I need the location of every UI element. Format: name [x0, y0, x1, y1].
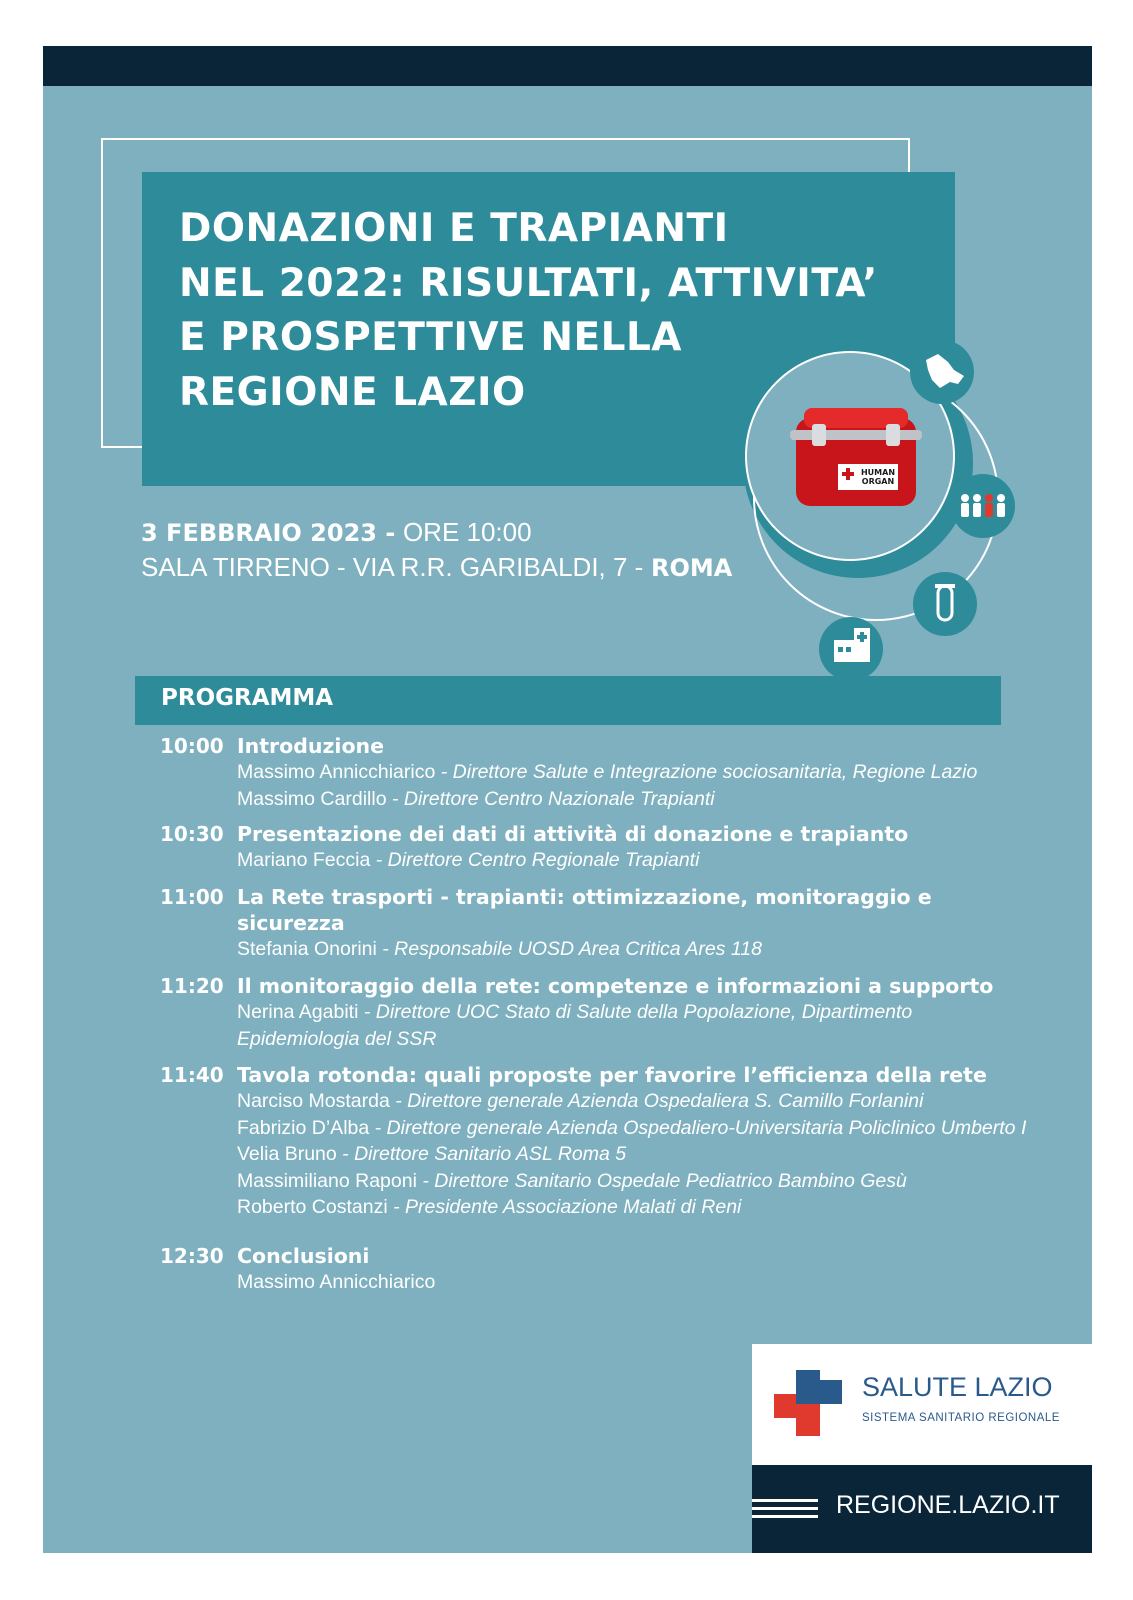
health-cross-icon	[774, 1370, 844, 1436]
regione-lazio-link[interactable]	[752, 1465, 1092, 1553]
event-date: 3 FEBBRAIO 2023 -	[141, 519, 396, 547]
speaker-name: Narciso Mostarda	[237, 1090, 390, 1112]
title-line: DONAZIONI E TRAPIANTI	[179, 206, 729, 251]
speaker-name: Massimo Annicchiarico	[237, 761, 436, 783]
lazio-map-icon	[910, 340, 974, 404]
event-city: ROMA	[650, 554, 733, 582]
organ-case-icon	[790, 408, 922, 506]
agenda-time: 10:30	[160, 822, 224, 846]
event-info	[141, 515, 732, 585]
agenda-speaker	[237, 1194, 1037, 1221]
speaker-role: - Direttore generale Azienda Ospedaliera S. Camillo Forlanini	[389, 1090, 924, 1112]
agenda-speaker	[237, 759, 1037, 786]
stripes-icon	[752, 1499, 818, 1519]
program-heading-bar	[135, 676, 1001, 725]
title-line: NEL 2022: RISULTATI, ATTIVITA’	[179, 260, 878, 306]
event-venue: SALA TIRRENO - VIA R.R. GARIBALDI, 7 -	[141, 552, 644, 582]
title-line: E PROSPETTIVE NELLA	[179, 315, 682, 360]
people-icon	[951, 474, 1015, 538]
speaker-role: - Direttore Salute e Integrazione sociosanitaria, Regione Lazio	[435, 761, 978, 783]
agenda-speaker	[237, 1168, 1037, 1195]
agenda-topic: Introduzione	[237, 734, 385, 758]
speaker-role: - Direttore UOC Stato di Salute della Popolazione, Dipartimento	[358, 1001, 913, 1023]
agenda-topic: Tavola rotonda: quali proposte per favorire l’efficienza della rete	[237, 1063, 987, 1087]
logo-subtitle: SISTEMA SANITARIO REGIONALE	[862, 1412, 1060, 1424]
website-url[interactable]: REGIONE.LAZIO.IT	[836, 1491, 1060, 1519]
title-line: REGIONE LAZIO	[179, 369, 526, 415]
agenda-topic: Conclusioni	[237, 1244, 370, 1268]
speaker-role: - Presidente Associazione Malati di Reni	[387, 1196, 742, 1218]
program-heading: PROGRAMMA	[161, 685, 334, 711]
event-time: ORE 10:00	[402, 517, 532, 547]
agenda-topic: Il monitoraggio della rete: competenze e informazioni a supporto	[237, 974, 994, 998]
poster	[43, 46, 1092, 1553]
speaker-role: - Responsabile UOSD Area Critica Ares 118	[376, 938, 762, 960]
agenda-speaker	[237, 1141, 1037, 1168]
event-location	[141, 550, 732, 585]
agenda-topic: La Rete trasporti - trapianti: ottimizzazione, monitoraggio e sicurezza	[237, 885, 932, 935]
agenda-time: 11:00	[160, 885, 224, 909]
speaker-role: - Direttore Centro Nazionale Trapianti	[386, 787, 715, 810]
speaker-role: Epidemiologia del SSR	[237, 1027, 437, 1050]
speaker-name: Stefania Onorini	[237, 938, 377, 960]
agenda-speaker	[237, 1088, 1037, 1115]
speaker-role: - Direttore Centro Regionale Trapianti	[370, 849, 700, 871]
agenda-speaker	[237, 1115, 1037, 1142]
agenda-speaker	[237, 847, 1037, 874]
speaker-name: Massimo Cardillo	[237, 787, 387, 810]
test-tube-icon	[913, 572, 977, 636]
speaker-role: - Direttore generale Azienda Ospedaliero-Universitaria Policlinico Umberto I	[369, 1116, 1027, 1139]
event-datetime	[141, 515, 732, 550]
agenda-topic: Presentazione dei dati di attività di donazione e trapianto	[237, 822, 909, 846]
speaker-name: Roberto Costanzi	[237, 1196, 388, 1218]
agenda-time: 11:20	[160, 974, 224, 998]
speaker-name: Mariano Feccia	[237, 849, 371, 871]
agenda-speaker	[237, 1269, 1037, 1296]
hospital-icon	[819, 617, 883, 681]
agenda-time: 11:40	[160, 1063, 224, 1087]
salute-lazio-logo	[752, 1344, 1092, 1465]
speaker-role: - Direttore Sanitario Ospedale Pediatrico Bambino Gesù	[416, 1169, 907, 1192]
speaker-role: - Direttore Sanitario ASL Roma 5	[336, 1143, 627, 1165]
speaker-name: Massimo Annicchiarico	[237, 1271, 436, 1293]
speaker-name: Velia Bruno	[237, 1143, 337, 1165]
top-bar	[43, 46, 1092, 86]
speaker-name: Massimiliano Raponi	[237, 1169, 417, 1192]
transplant-graphic	[728, 338, 1088, 698]
agenda-speaker	[237, 999, 1037, 1026]
speaker-name: Fabrizio D’Alba	[237, 1116, 370, 1139]
speaker-name: Nerina Agabiti	[237, 1001, 359, 1023]
agenda-speaker	[237, 786, 1037, 813]
agenda-speaker	[237, 1026, 1037, 1053]
agenda-time: 12:30	[160, 1244, 224, 1268]
agenda-speaker	[237, 936, 967, 963]
agenda-time: 10:00	[160, 734, 224, 758]
case-label: ORGAN	[861, 477, 895, 486]
case-label: HUMAN	[860, 468, 896, 477]
logo-name: SALUTE LAZIO	[862, 1372, 1053, 1402]
